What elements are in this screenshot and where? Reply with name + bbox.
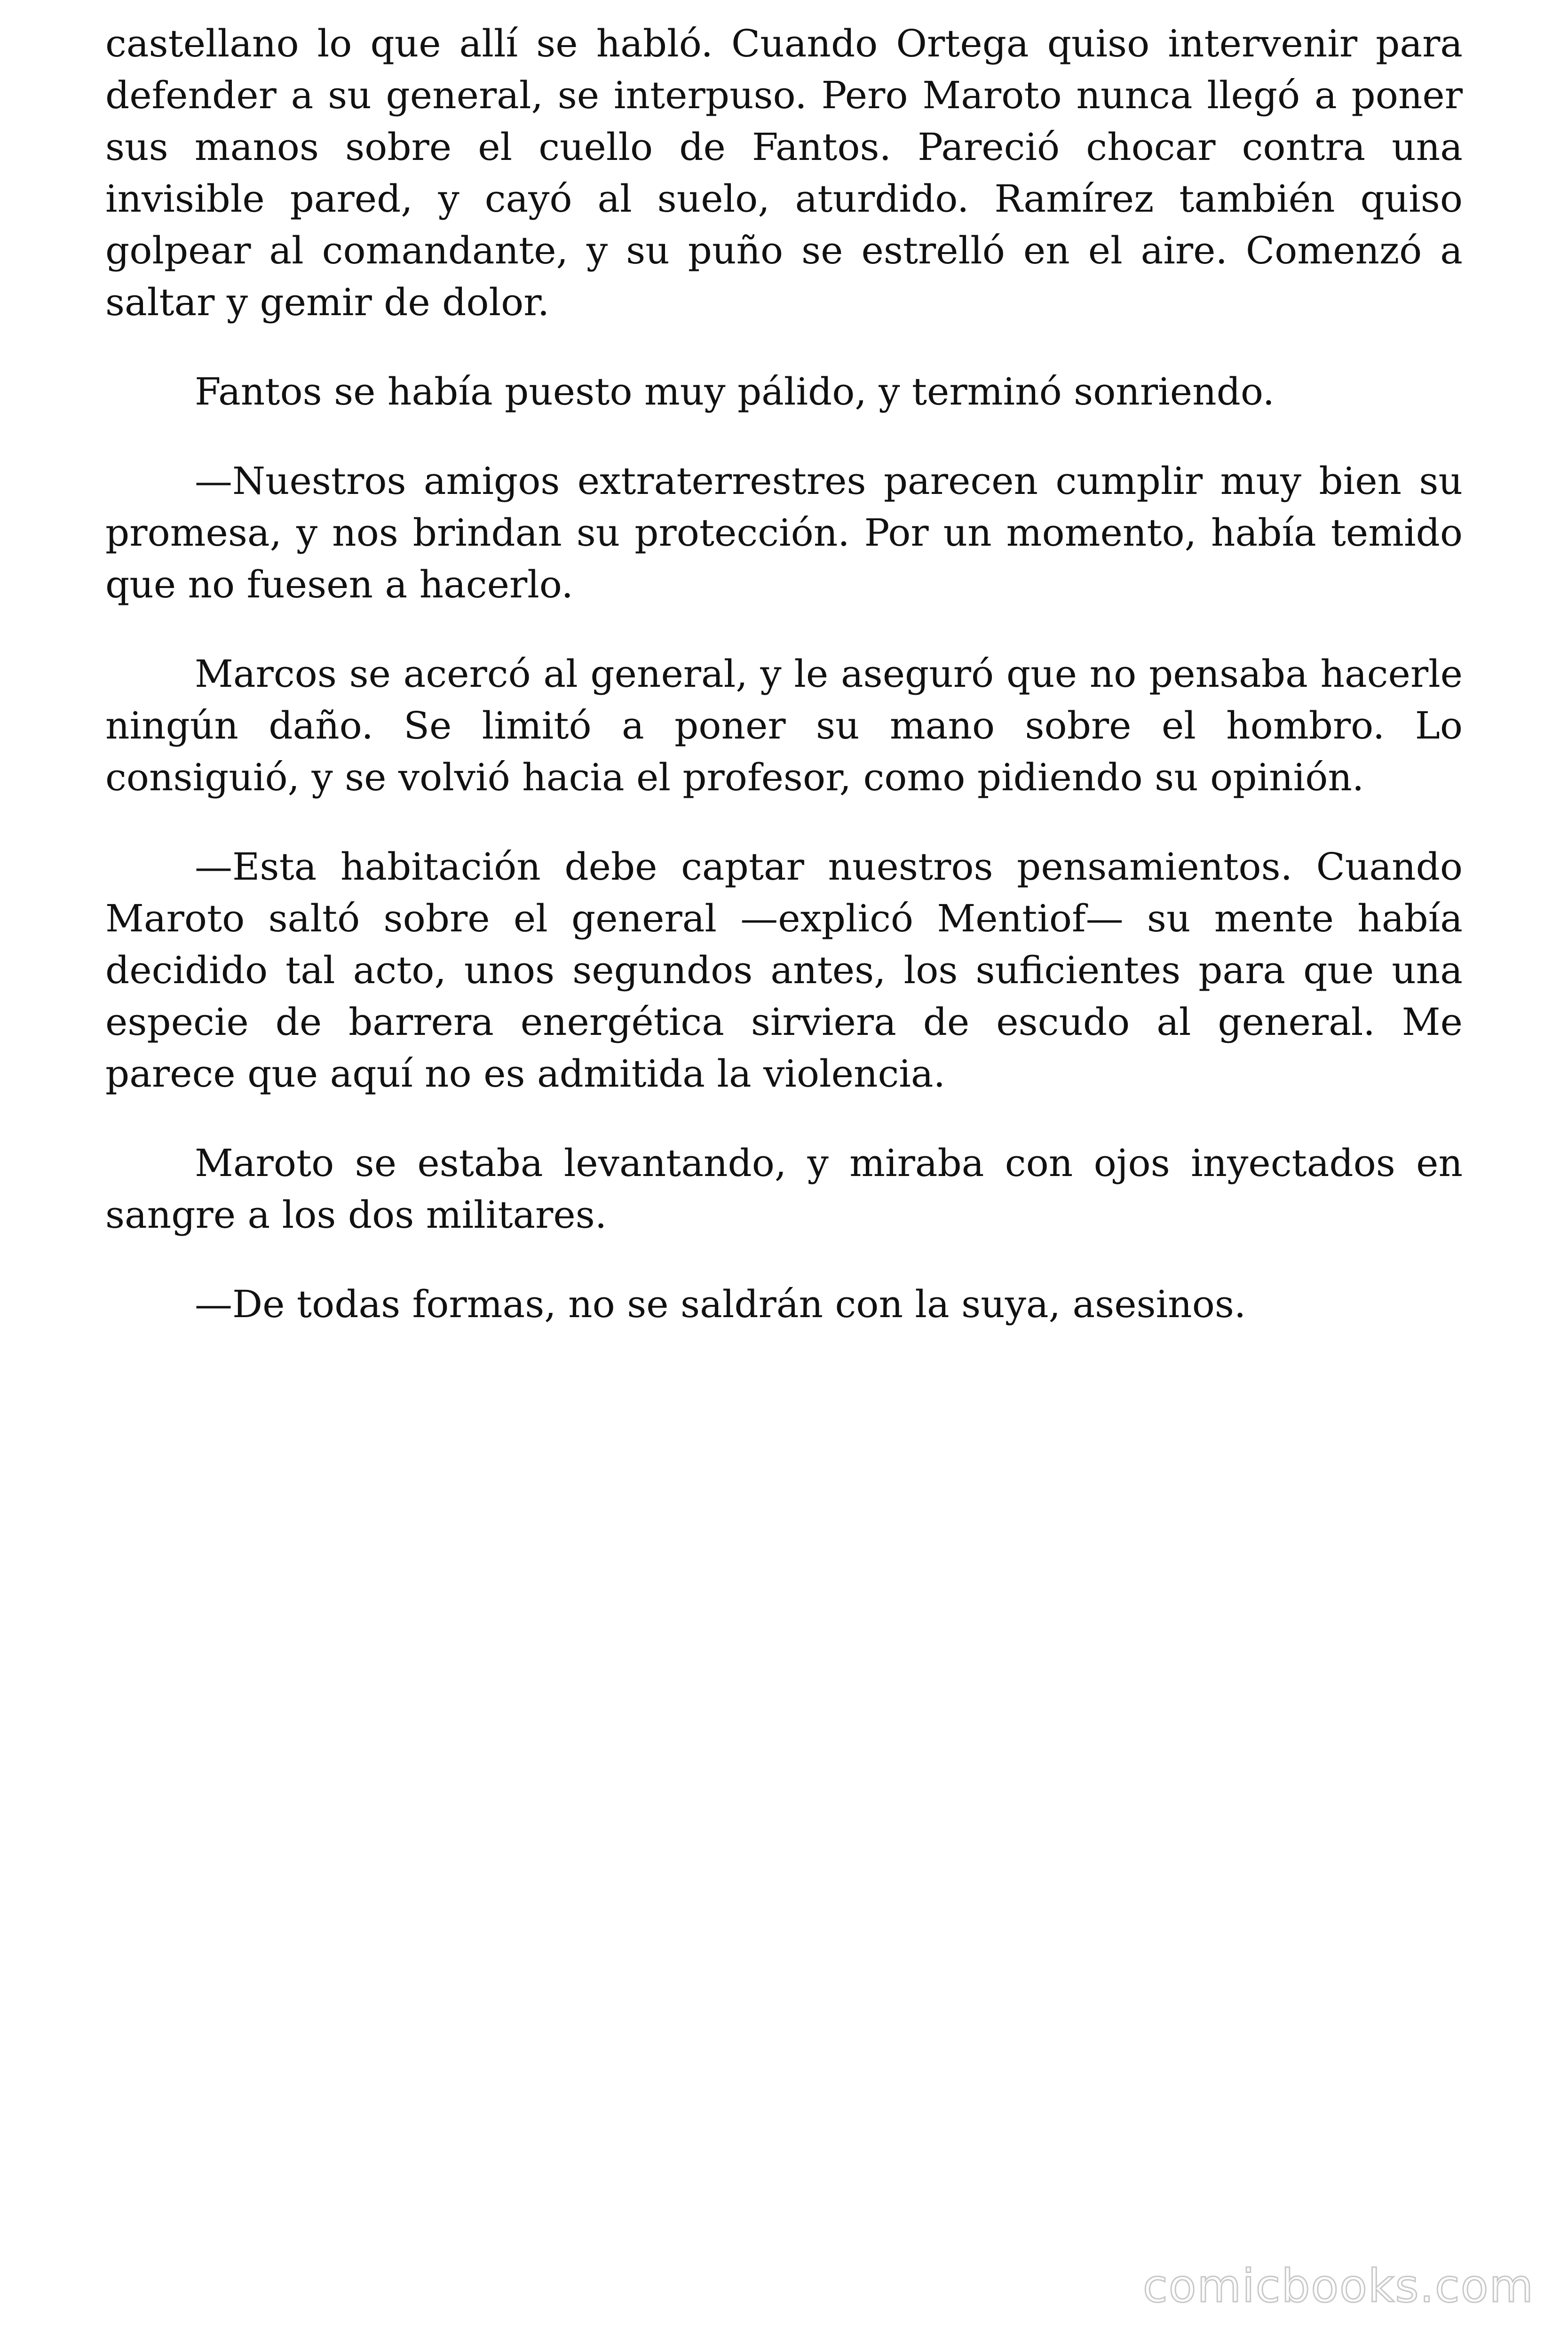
- paragraph-3: —Nuestros amigos extraterrestres parecen cumplir muy bien su promesa, y nos brindan su protección. Por un momento, había temido que no fuesen a hacerlo.: [105, 459, 1463, 606]
- paragraph-1: castellano lo que allí se habló. Cuando Ortega quiso intervenir para defender a su general, se interpuso. Pero Maroto nunca llegó a poner sus manos sobre el cuello de Fantos. Pareció chocar contra una invisible pared, y cayó al suelo, aturdido. Ramírez también quiso golpear al comandante, y su puño se estrelló en el aire. Comenzó a saltar y gemir de dolor.: [105, 22, 1463, 324]
- paragraph-7: —De todas formas, no se saldrán con la suya, asesinos.: [195, 1282, 1246, 1326]
- paragraph-6: Maroto se estaba levantando, y miraba con ojos inyectados en sangre a los dos militares.: [105, 1141, 1463, 1237]
- paragraph-4: Marcos se acercó al general, y le aseguró que no pensaba hacerle ningún daño. Se limitó a poner su mano sobre el hombro. Lo consiguió, y se volvió hacia el profesor, como pidiendo su opinión.: [105, 652, 1463, 799]
- page-text: [105, 18, 1463, 1368]
- watermark: comicbooks.com: [1142, 2260, 1534, 2312]
- paragraph-2: Fantos se había puesto muy pálido, y terminó sonriendo.: [195, 370, 1275, 413]
- paragraph-5: —Esta habitación debe captar nuestros pensamientos. Cuando Maroto saltó sobre el general —explicó Mentiof— su mente había decidido tal acto, unos segundos antes, los suficientes para que una especie de barrera energética sirviera de escudo al general. Me parece que aquí no es admitida la violencia.: [105, 845, 1463, 1096]
